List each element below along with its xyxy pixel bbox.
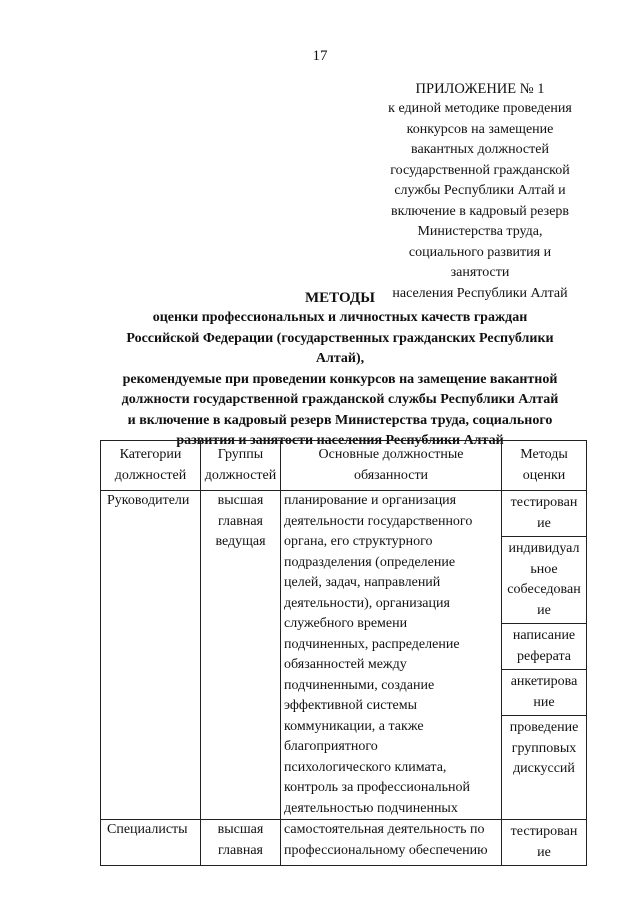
duties-cell	[281, 491, 502, 820]
duties-cell-line: обязанностей между	[284, 657, 407, 672]
method-item-line: проведение	[509, 720, 579, 735]
duties-cell-line: подчиненными, создание	[284, 677, 435, 693]
table-row	[101, 491, 587, 820]
method-item-line: написание	[512, 628, 576, 643]
method-item	[502, 670, 586, 716]
duties-cell-line: деятельностью подчиненных	[284, 800, 458, 816]
appendix-line: к единой методике проведения	[388, 101, 572, 116]
method-item-line: тестирован	[510, 495, 578, 510]
duties-cell-line: эффективной системы	[284, 698, 418, 713]
method-item	[502, 820, 586, 865]
duties-cell-line: подчиненных, распределение	[284, 636, 460, 652]
duties-cell-line: психологического климата,	[284, 759, 447, 775]
appendix-line: социального развития и	[408, 244, 552, 260]
header-methods: Методы оценки	[502, 441, 587, 491]
heading-title: МЕТОДЫ	[305, 290, 375, 306]
heading-line: развития и занятости населения Республики Алтай	[176, 433, 504, 449]
duties-cell-line: контроль за профессиональной	[284, 780, 471, 795]
groups-cell	[201, 820, 281, 866]
table-row	[101, 820, 587, 866]
groups-cell-line: высшая	[217, 493, 264, 508]
appendix-line: вакантных должностей	[411, 142, 549, 157]
groups-cell-line: главная	[218, 513, 263, 529]
methods-cell	[502, 820, 587, 866]
method-item-line: ие	[537, 602, 551, 618]
category-cell-line: Руководители	[107, 493, 190, 508]
document-heading	[90, 290, 590, 452]
method-item-line: групповых	[511, 740, 577, 756]
appendix-line: населения Республики Алтай	[392, 285, 568, 301]
method-item-line: индивидуал	[508, 541, 580, 556]
appendix-title: ПРИЛОЖЕНИЕ № 1	[415, 81, 545, 97]
method-item	[502, 624, 586, 670]
groups-cell-line: ведущая	[215, 534, 266, 549]
heading-line: оценки профессиональных и личностных качеств граждан	[152, 310, 528, 326]
groups-cell	[201, 491, 281, 820]
appendix-block	[370, 80, 590, 304]
method-item-line: анкетирова	[510, 674, 578, 689]
heading-line: и включение в кадровый резерв Министерства труда, социального	[127, 412, 553, 428]
duties-cell-line: коммуникации, а также	[284, 718, 424, 734]
header-duties: Основные должностные обязанности	[281, 441, 502, 491]
header-category: Категории должностей	[101, 441, 201, 491]
method-item-line: дискуссий	[513, 761, 575, 776]
appendix-line: службы Республики Алтай и	[394, 183, 566, 198]
method-item	[502, 537, 586, 624]
method-item-line: собеседован	[507, 582, 581, 597]
duties-cell-line: планирование и организация	[284, 493, 457, 508]
duties-cell-line: подразделения (определение	[284, 554, 456, 570]
heading-line: рекомендуемые при проведении конкурсов на замещение вакантной	[122, 371, 558, 387]
heading-line: Российской Федерации (государственных гражданских Республики	[126, 330, 554, 346]
duties-cell-line: благоприятного	[284, 739, 378, 754]
method-item-line: тестирован	[510, 824, 578, 839]
method-item-line: реферата	[516, 648, 572, 664]
appendix-line: конкурсов на замещение	[406, 121, 554, 137]
appendix-line: Министерства труда,	[417, 224, 543, 239]
category-cell	[101, 820, 201, 866]
methods-table	[100, 440, 587, 866]
groups-cell-line: главная	[218, 842, 263, 858]
heading-line: должности государственной гражданской службы Республики Алтай	[121, 392, 559, 408]
category-cell	[101, 491, 201, 820]
groups-cell-line: высшая	[217, 822, 264, 837]
duties-cell-line: органа, его структурного	[284, 534, 433, 549]
duties-cell-line: профессиональному обеспечению	[284, 842, 488, 858]
duties-cell	[281, 820, 502, 866]
methods-cell	[502, 491, 587, 820]
method-item	[502, 716, 586, 782]
table-header-row	[101, 441, 587, 491]
method-item	[502, 491, 586, 537]
method-item-line: ие	[537, 515, 551, 531]
heading-line: Алтай),	[315, 351, 365, 367]
method-item-line: ьное	[530, 561, 558, 577]
method-item-line: ние	[533, 694, 555, 710]
category-cell-line: Специалисты	[107, 822, 188, 837]
duties-cell-line: деятельности), организация	[284, 595, 450, 611]
appendix-line: занятости	[450, 265, 510, 280]
duties-cell-line: деятельности государственного	[284, 513, 473, 529]
appendix-line: включение в кадровый резерв	[390, 203, 570, 219]
method-item-line: ие	[537, 844, 551, 860]
page-number: 17	[312, 48, 328, 64]
appendix-line: государственной гражданской	[390, 162, 570, 178]
duties-cell-line: целей, задач, направлений	[284, 575, 441, 590]
duties-cell-line: самостоятельная деятельность по	[284, 822, 485, 837]
duties-cell-line: служебного времени	[284, 616, 408, 631]
header-groups: Группы должностей	[201, 441, 281, 491]
